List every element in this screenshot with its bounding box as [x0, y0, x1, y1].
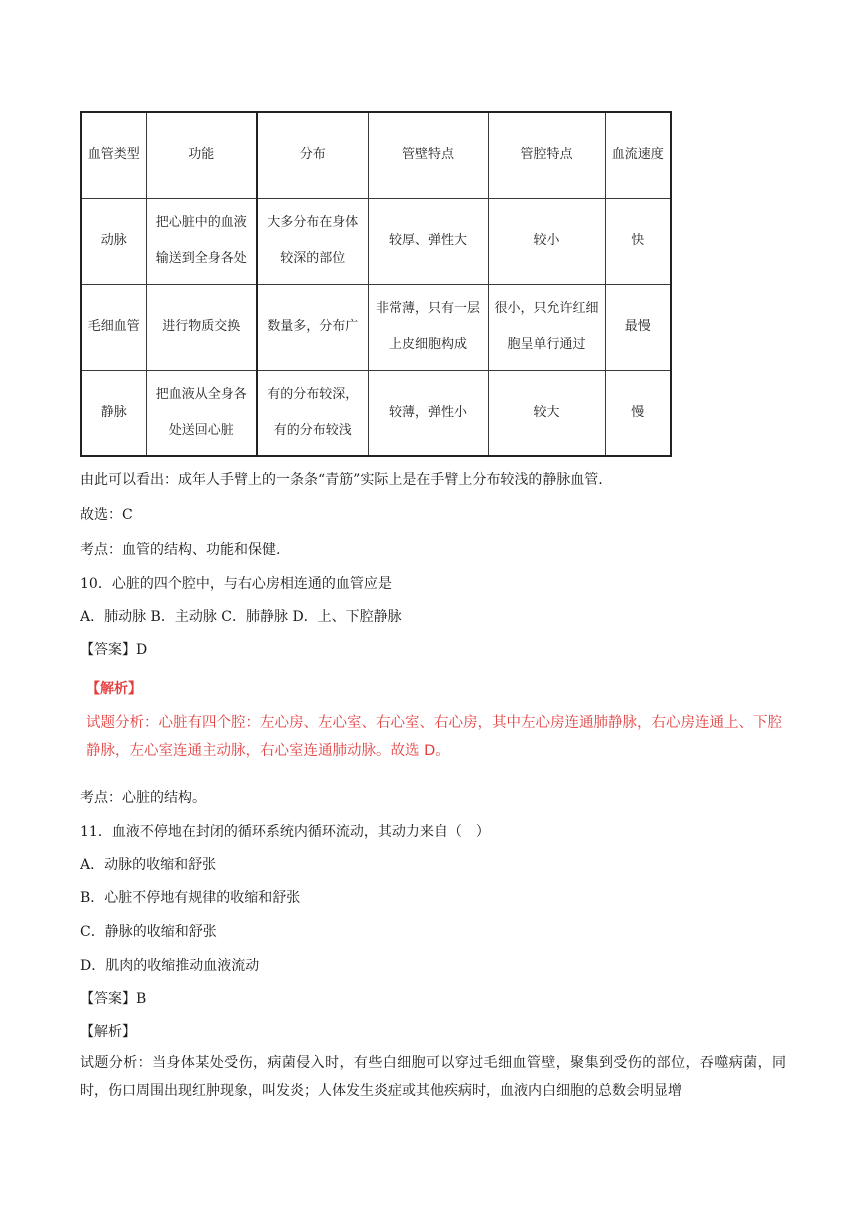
table-cell: 较厚、弹性大: [368, 198, 488, 284]
table-header-row: [81, 112, 671, 198]
table-header-cell: 管壁特点: [368, 112, 488, 198]
table-cell: 动脉: [81, 198, 146, 284]
table-cell: 数量多，分布广: [257, 284, 368, 370]
analysis-10-text: 试题分析：心脏有四个腔：左心房、左心室、右心室、右心房，其中左心房连通肺静脉，右心房连通上、下腔静脉，左心室连通主动脉，右心室连通肺动脉。故选 D。: [86, 715, 782, 759]
table-header-cell: 分布: [257, 112, 368, 198]
question-11-option-d: D．肌肉的收缩推动血液流动: [80, 958, 260, 974]
table-cell: 较薄，弹性小: [368, 370, 488, 456]
question-11-option-c: C．静脉的收缩和舒张: [80, 924, 217, 940]
table-cell: 快: [605, 198, 671, 284]
table-cell: 较小: [488, 198, 605, 284]
table-cell: 最慢: [605, 284, 671, 370]
table-cell: 有的分布较深，有的分布较浅: [257, 370, 368, 456]
table-row: [81, 198, 671, 284]
question-11-option-a: A．动脉的收缩和舒张: [80, 857, 217, 873]
blood-vessel-table: [80, 111, 672, 457]
table-row: [81, 370, 671, 456]
question-10: 10．心脏的四个腔中，与右心房相连通的血管应是: [80, 576, 392, 592]
table-cell: 进行物质交换: [146, 284, 257, 370]
table-cell: 大多分布在身体较深的部位: [257, 198, 368, 284]
question-11-option-b: B．心脏不停地有规律的收缩和舒张: [80, 890, 301, 906]
table-cell: 把血液从全身各处送回心脏: [146, 370, 257, 456]
question-10-options: A．肺动脉 B．主动脉 C．肺静脉 D．上、下腔静脉: [80, 609, 402, 625]
analysis-11-heading: 【解析】: [80, 1024, 136, 1040]
table-cell: 非常薄，只有一层上皮细胞构成: [368, 284, 488, 370]
answer-11: 【答案】B: [80, 991, 147, 1007]
table-cell: 慢: [605, 370, 671, 456]
knowledge-point: 考点：心脏的结构。: [80, 790, 206, 806]
knowledge-point: 考点：血管的结构、功能和保健.: [80, 542, 281, 558]
table-header-cell: 管腔特点: [488, 112, 605, 198]
table-header-cell: 血流速度: [605, 112, 671, 198]
table-row: [81, 284, 671, 370]
analysis-11-text: 试题分析：当身体某处受伤，病菌侵入时，有些白细胞可以穿过毛细血管壁，聚集到受伤的部位，吞噬病菌，同时，伤口周围出现红肿现象，叫发炎；人体发生炎症或其他疾病时，血液内白细胞的总数会明显增: [80, 1055, 786, 1099]
table-cell: 很小，只允许红细胞呈单行通过: [488, 284, 605, 370]
table-cell: 静脉: [81, 370, 146, 456]
table-header-cell: 血管类型: [81, 112, 146, 198]
table-cell: 较大: [488, 370, 605, 456]
table-header-cell: 功能: [146, 112, 257, 198]
conclusion-text: 由此可以看出：成年人手臂上的一条条“青筋”实际上是在手臂上分布较浅的静脉血管.: [80, 472, 603, 488]
choice-text: 故选：C: [80, 507, 133, 523]
table-cell: 把心脏中的血液输送到全身各处: [146, 198, 257, 284]
table-cell: 毛细血管: [81, 284, 146, 370]
answer-10: 【答案】D: [80, 642, 148, 658]
analysis-10-heading: 【解析】: [86, 681, 142, 697]
question-11: 11．血液不停地在封闭的循环系统内循环流动，其动力来自（ ）: [80, 824, 490, 840]
